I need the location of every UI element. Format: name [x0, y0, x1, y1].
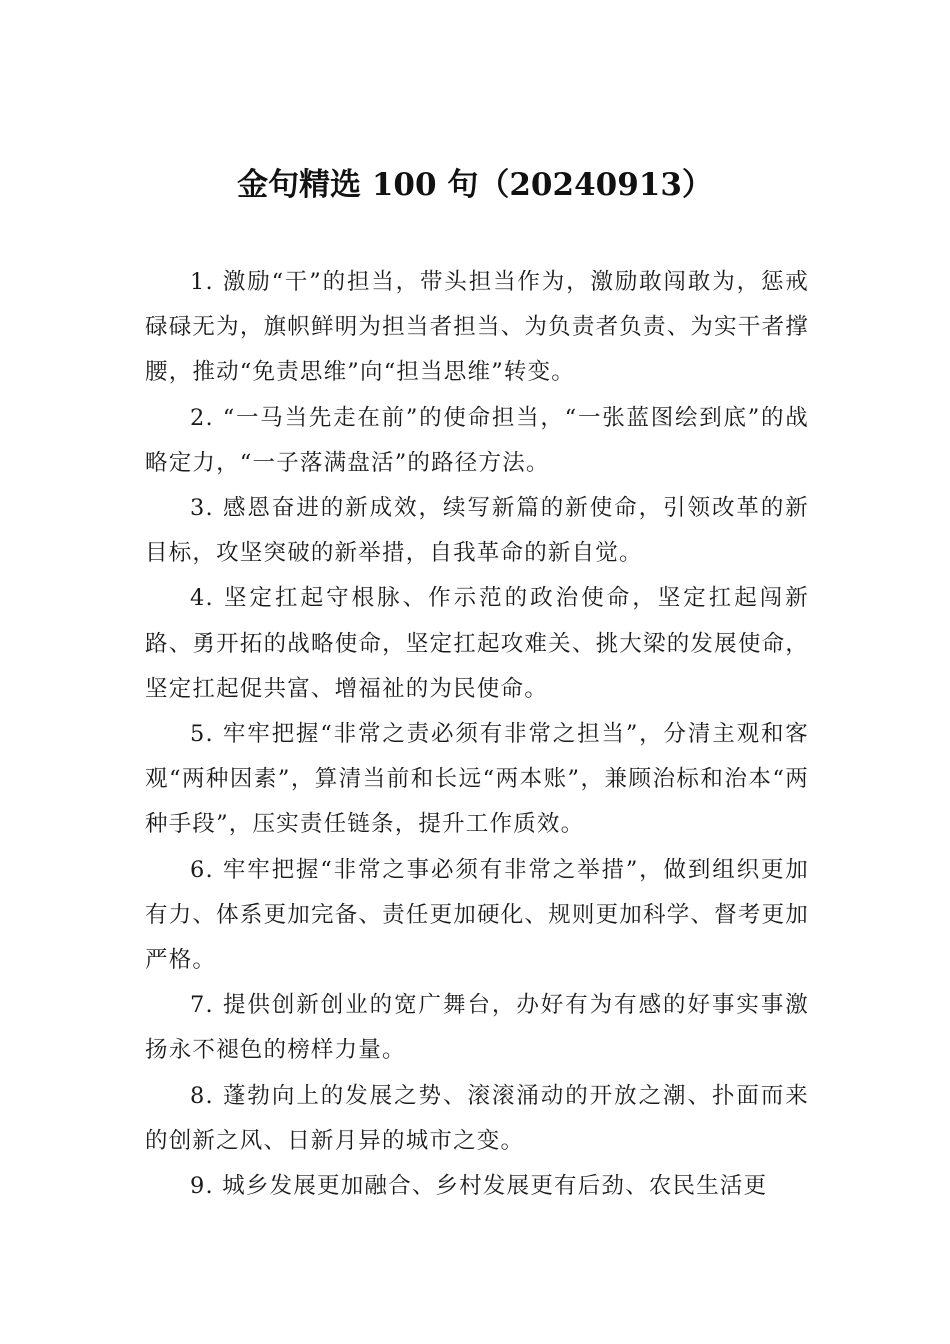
paragraph-6: 6. 牢牢把握“非常之事必须有非常之举措”，做到组织更加有力、体系更加完备、责任更加硬化、规则更加科学、督考更加严格。 — [145, 856, 809, 974]
paragraph-4: 4. 坚定扛起守根脉、作示范的政治使命，坚定扛起闯新路、勇开拓的战略使命，坚定扛起攻难关、挑大梁的发展使命，坚定扛起促共富、增福祉的为民使命。 — [145, 585, 809, 702]
paragraph-3: 3. 感恩奋进的新成效，续写新篇的新使命，引领改革的新目标，攻坚突破的新举措，自我革命的新自觉。 — [145, 495, 809, 567]
document-body — [145, 260, 809, 1209]
paragraph-9: 9. 城乡发展更加融合、乡村发展更有后劲、农民生活更 — [190, 1173, 768, 1200]
paragraph-8: 8. 蓬勃向上的发展之势、滚滚涌动的开放之潮、扑面而来的创新之风、日新月异的城市之变。 — [145, 1082, 809, 1154]
paragraph-5: 5. 牢牢把握“非常之责必须有非常之担当”，分清主观和客观“两种因素”，算清当前和长远“两本账”，兼顾治标和治本“两种手段”，压实责任链条，提升工作质效。 — [145, 721, 809, 838]
paragraph-2: 2. “一马当先走在前”的使命担当，“一张蓝图绘到底”的战略定力，“一子落满盘活”的路径方法。 — [145, 404, 809, 476]
paragraph-1: 1. 激励“干”的担当，带头担当作为，激励敢闯敢为，惩戒碌碌无为，旗帜鲜明为担当者担当、为负责者负责、为实干者撑腰，推动“免责思维”向“担当思维”转变。 — [145, 269, 809, 386]
document-title: 金句精选 100 句（20240913） — [237, 167, 713, 203]
paragraph-7: 7. 提供创新创业的宽广舞台，办好有为有感的好事实事激扬永不褪色的榜样力量。 — [145, 992, 809, 1064]
